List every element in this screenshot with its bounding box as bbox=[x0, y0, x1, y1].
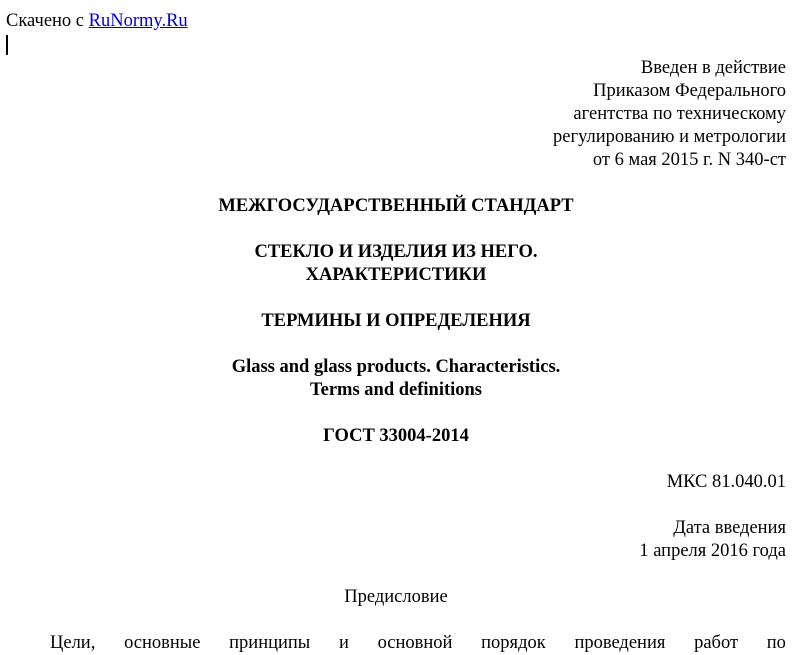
runormy-link[interactable]: RuNormy.Ru bbox=[88, 11, 188, 31]
preface-word: работ bbox=[694, 633, 739, 653]
enacted-line-5: от 6 мая 2015 г. N 340-ст bbox=[592, 150, 786, 170]
preface-word: основной bbox=[377, 633, 453, 653]
preface-heading: Предисловие bbox=[344, 587, 448, 607]
english-title-line-1: Glass and glass products. Characteristics. bbox=[231, 357, 561, 377]
preface-word: принципы bbox=[229, 633, 311, 653]
preface-word: по bbox=[766, 633, 786, 653]
enacted-line-2: Приказом Федерального bbox=[593, 81, 786, 101]
preface-word: проведения bbox=[574, 633, 666, 653]
preface-first-line bbox=[50, 632, 786, 655]
intro-date-label: Дата введения bbox=[673, 518, 786, 538]
standard-name-line-2: ХАРАКТЕРИСТИКИ bbox=[305, 265, 487, 285]
enacted-line-3: агентства по техническому bbox=[573, 104, 786, 124]
standard-subtitle: ТЕРМИНЫ И ОПРЕДЕЛЕНИЯ bbox=[261, 311, 531, 331]
english-title-line-2: Terms and definitions bbox=[309, 380, 483, 400]
download-note-prefix: Скачено с bbox=[6, 11, 85, 31]
text-cursor bbox=[6, 35, 8, 55]
enacted-line-4: регулированию и метрологии bbox=[553, 127, 786, 147]
mks-code: МКС 81.040.01 bbox=[666, 472, 786, 492]
enacted-line-1: Введен в действие bbox=[640, 58, 786, 78]
download-note bbox=[6, 10, 188, 33]
standard-type-heading: МЕЖГОСУДАРСТВЕННЫЙ СТАНДАРТ bbox=[218, 196, 574, 216]
preface-word: Цели, bbox=[50, 633, 96, 653]
standard-name-line-1: СТЕКЛО И ИЗДЕЛИЯ ИЗ НЕГО. bbox=[254, 242, 538, 262]
preface-word: порядок bbox=[481, 633, 546, 653]
preface-word: и bbox=[338, 633, 349, 653]
intro-date-value: 1 апреля 2016 года bbox=[639, 541, 786, 561]
gost-code: ГОСТ 33004-2014 bbox=[323, 426, 469, 446]
preface-word: основные bbox=[124, 633, 201, 653]
